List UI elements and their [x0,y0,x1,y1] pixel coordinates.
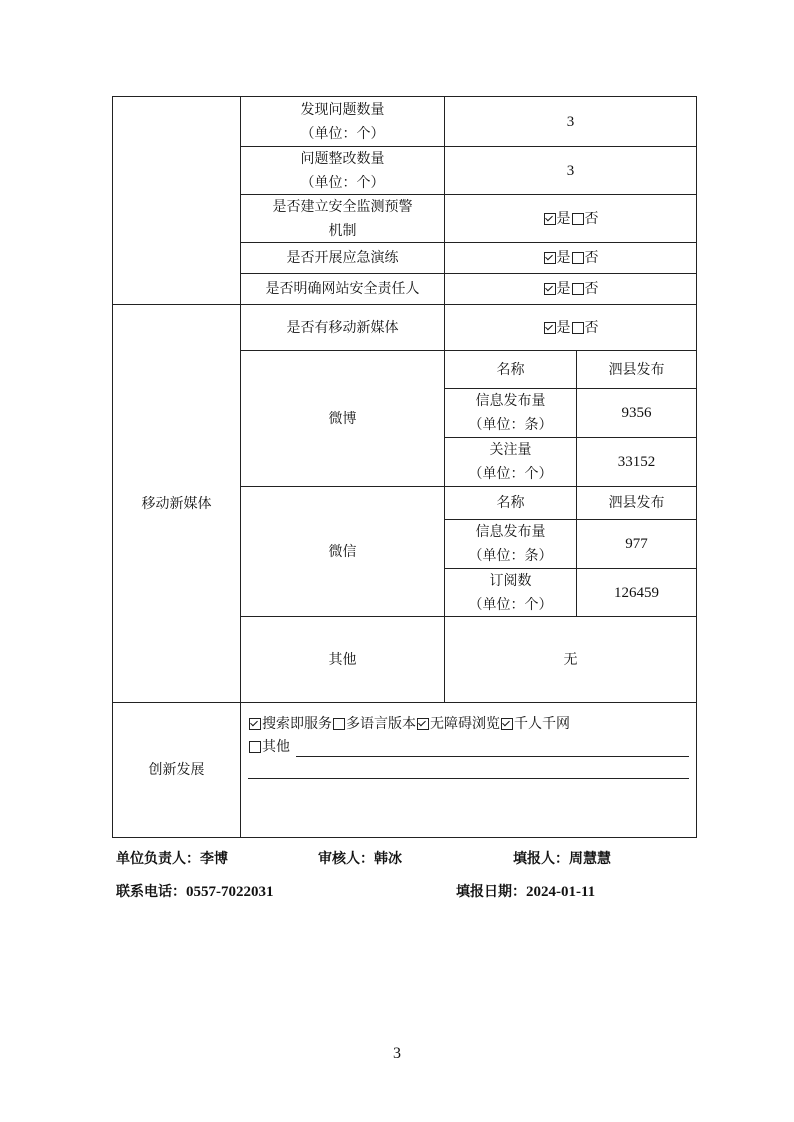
drill-choice [445,243,696,273]
responsible-choice [445,274,696,304]
wechat-subs-label [445,569,576,616]
problems-fixed-label [241,147,444,194]
wechat-name-value: 泗县发布 [608,495,665,511]
no-label: 否 [584,250,599,266]
monitoring-title-line1: 是否建立安全监测预警 [272,198,413,215]
weibo-name-value: 泗县发布 [608,361,665,378]
innovation-options [248,713,570,735]
filler: 填报人：周慧慧 [513,851,611,867]
weibo-followers-label [445,438,576,486]
option-personalized: 千人千网 [514,716,570,732]
weibo-label: 微博 [328,410,357,427]
wechat-posts-unit: （单位：条） [468,548,553,564]
weibo-followers-unit: （单位：个） [468,466,553,482]
date-value: 2024-01-11 [526,884,596,900]
checkbox-checked-icon[interactable] [544,252,556,264]
monitoring-label [241,195,444,242]
option-other-label: 其他 [262,739,290,755]
checkbox-checked-icon[interactable] [249,718,261,730]
no-label: 否 [584,210,599,227]
wechat-label: 微信 [328,543,357,560]
wechat-subs-title: 订阅数 [489,572,532,589]
option-search-service: 搜索即服务 [262,716,332,732]
problems-found-label [241,97,444,146]
option-multilingual: 多语言版本 [346,716,416,732]
weibo-posts-title: 信息发布量 [475,393,546,409]
has-new-media-choice [445,305,696,350]
weibo-followers-title: 关注量 [489,442,532,458]
wechat-subs-unit: （单位：个） [468,596,553,613]
phone-label: 联系电话： [116,884,186,900]
no-label: 否 [584,319,599,336]
weibo-posts-label [445,389,576,437]
problems-fixed-title: 问题整改数量 [300,150,385,167]
yes-label: 是 [556,210,571,227]
checkbox-checked-icon[interactable] [501,718,513,730]
checkbox-checked-icon[interactable] [544,283,556,295]
checkbox-checked-icon[interactable] [544,322,556,334]
checkbox-empty-icon[interactable] [249,741,261,753]
problems-found-value: 3 [566,113,575,130]
option-accessibility: 无障碍浏览 [430,716,500,732]
wechat-name-label: 名称 [496,495,525,511]
checkbox-empty-icon[interactable] [572,283,584,295]
reviewer: 审核人：韩冰 [318,851,402,867]
checkbox-empty-icon[interactable] [333,718,345,730]
checkbox-checked-icon[interactable] [544,213,556,225]
no-label: 否 [584,281,599,297]
problems-fixed-unit: （单位：个） [300,174,385,191]
other-media-label: 其他 [328,651,357,668]
monitoring-choice [445,195,696,242]
weibo-posts-unit: （单位：条） [468,417,553,433]
checkbox-empty-icon[interactable] [572,213,584,225]
new-media-section-label: 移动新媒体 [141,495,212,512]
wechat-subs-value: 126459 [614,584,659,601]
problems-fixed-value: 3 [566,162,575,179]
checkbox-checked-icon[interactable] [417,718,429,730]
checkbox-empty-icon[interactable] [572,322,584,334]
other-media-value: 无 [563,651,578,668]
problems-found-title: 发现问题数量 [300,101,385,118]
wechat-posts-value: 977 [625,536,648,552]
contact-phone [116,881,274,901]
other-fill-line-2[interactable] [248,778,689,779]
innovation-other [248,736,290,758]
has-new-media-label: 是否有移动新媒体 [286,319,399,336]
yes-label: 是 [556,250,571,266]
fill-date [456,881,595,901]
weibo-name-label: 名称 [496,361,525,378]
wechat-posts-label [445,520,576,568]
yes-label: 是 [556,281,571,297]
phone-value: 0557-7022031 [186,884,274,900]
page-number: 3 [393,1045,401,1062]
checkbox-empty-icon[interactable] [572,252,584,264]
unit-head: 单位负责人：李博 [116,851,228,867]
innovation-section-label: 创新发展 [148,762,205,778]
responsible-label: 是否明确网站安全责任人 [265,281,420,297]
wechat-posts-title: 信息发布量 [475,524,546,540]
drill-label: 是否开展应急演练 [286,250,399,266]
other-fill-line-1[interactable] [296,756,689,757]
yes-label: 是 [556,319,571,336]
date-label: 填报日期： [456,884,526,900]
monitoring-title-line2: 机制 [328,222,357,239]
problems-found-unit: （单位：个） [300,125,385,142]
weibo-followers-value: 33152 [617,454,656,470]
weibo-posts-value: 9356 [621,405,652,421]
